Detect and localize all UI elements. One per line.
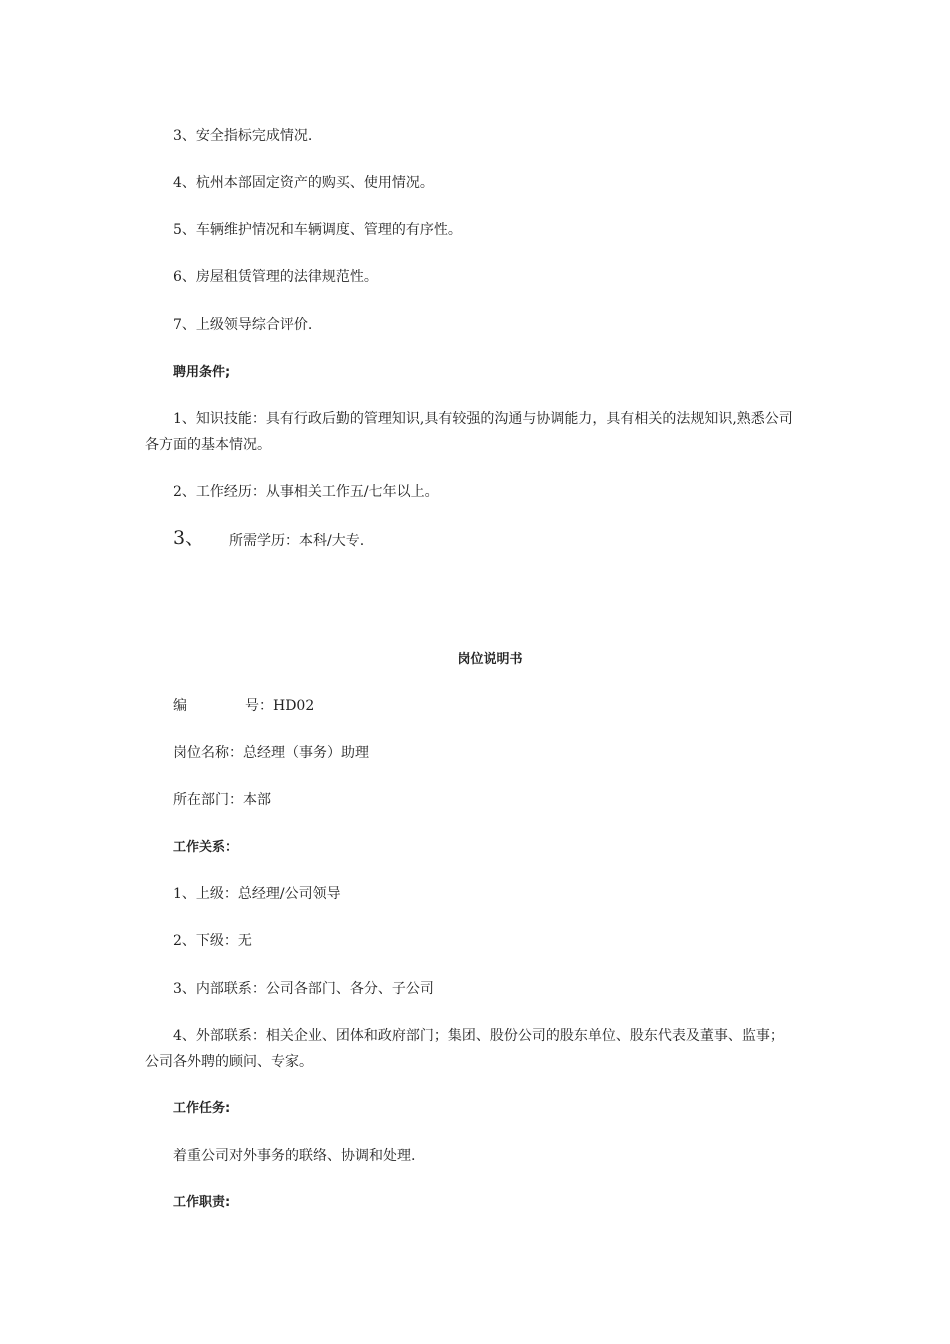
code-label-a: 编: [173, 698, 187, 714]
assessment-item-4: 4、杭州本部固定资产的购买、使用情况。: [173, 175, 434, 191]
relation-2: 2、下级：无: [173, 933, 252, 949]
condition-3-number: 3、: [173, 527, 205, 549]
condition-3-text: 所需学历：本科/大专.: [229, 533, 365, 549]
relation-4-line-2: 公司各外聘的顾问、专家。: [145, 1054, 313, 1070]
condition-1-line-2: 各方面的基本情况。: [145, 437, 271, 453]
position-name: 岗位名称：总经理（事务）助理: [173, 745, 369, 761]
relation-1: 1、上级：总经理/公司领导: [173, 886, 341, 902]
condition-1-line-1: 1、知识技能：具有行政后勤的管理知识,具有较强的沟通与协调能力，具有相关的法规知识,熟悉公司: [173, 411, 793, 427]
task-text: 着重公司对外事务的联络、协调和处理.: [173, 1148, 416, 1164]
assessment-item-7: 7、上级领导综合评价.: [173, 317, 313, 333]
relation-4-line-1: 4、外部联系：相关企业、团体和政府部门；集团、股份公司的股东单位、股东代表及董事、监事；: [173, 1028, 784, 1044]
condition-2: 2、工作经历：从事相关工作五/七年以上。: [173, 484, 439, 500]
conditions-heading: 聘用条件;: [173, 365, 231, 380]
document-title: 岗位说明书: [457, 652, 523, 667]
assessment-item-3: 3、安全指标完成情况.: [173, 128, 313, 144]
relations-heading: 工作关系：: [173, 840, 239, 855]
assessment-item-5: 5、车辆维护情况和车辆调度、管理的有序性。: [173, 222, 462, 238]
assessment-item-6: 6、房屋租赁管理的法律规范性。: [173, 269, 378, 285]
relation-3: 3、内部联系：公司各部门、各分、子公司: [173, 981, 434, 997]
code-label-b: 号：HD02: [245, 698, 315, 714]
duties-heading: 工作职责:: [173, 1195, 231, 1210]
task-heading: 工作任务:: [173, 1101, 231, 1116]
department: 所在部门：本部: [173, 792, 271, 808]
